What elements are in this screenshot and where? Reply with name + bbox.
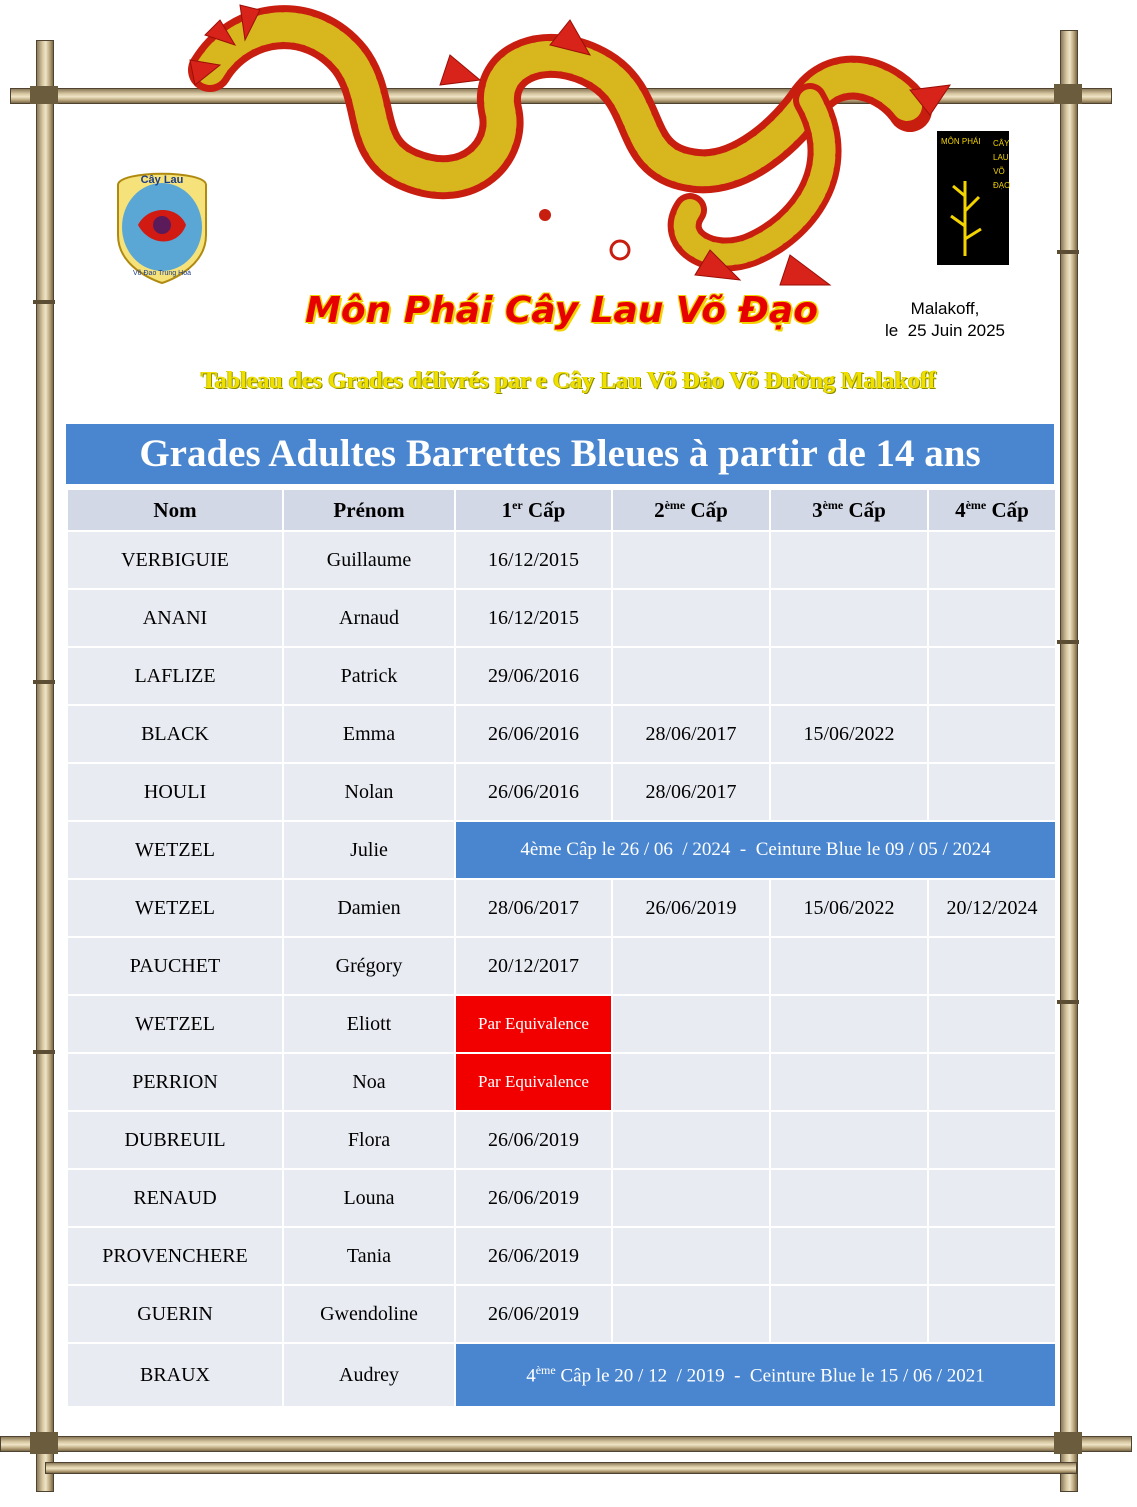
cell-cap1: 26/06/2019 [455,1169,612,1227]
cap1-word: Cấp [522,497,566,522]
note-text: Câp le 20 / 12 / 2019 - Ceinture Blue le 15 / 06 / 2021 [555,1365,985,1387]
table-row [67,531,1056,589]
cell-cap4 [928,763,1056,821]
table-row [67,821,1056,879]
cell-prenom: Gwendoline [283,1285,455,1343]
cell-cap2 [612,995,770,1053]
cell-nom: RENAUD [67,1169,283,1227]
table-row [67,705,1056,763]
cell-cap2: 26/06/2019 [612,879,770,937]
bamboo-frame-left [36,40,54,1492]
cap2-word: Cấp [685,497,728,522]
table-row [67,879,1056,937]
cap4-num: 4 [955,497,966,522]
cell-cap1: 26/06/2019 [455,1111,612,1169]
cell-cap3 [770,763,928,821]
logo-right-word: CÂY [993,139,1010,148]
cell-equivalence: Par Equivalence [455,995,612,1053]
cell-cap2 [612,1053,770,1111]
cay-lau-badge-logo [108,165,216,285]
logo-left-top-text: Cây Lau [140,174,184,186]
cell-cap1: 16/12/2015 [455,589,612,647]
cell-cap4 [928,1111,1056,1169]
cell-cap1: 29/06/2016 [455,647,612,705]
cell-prenom: Noa [283,1053,455,1111]
cell-cap3 [770,1285,928,1343]
cap3-word: Cấp [843,497,886,522]
cell-cap4 [928,1285,1056,1343]
cell-prenom: Tania [283,1227,455,1285]
cap4-sup: ème [965,497,987,512]
cell-cap2 [612,1169,770,1227]
date-value: le 25 Juin 2025 [884,321,1006,340]
cell-nom: WETZEL [67,821,283,879]
cell-cap1: 28/06/2017 [455,879,612,937]
bamboo-logo-icon [943,171,987,261]
cell-nom: DUBREUIL [67,1111,283,1169]
cell-cap3 [770,1169,928,1227]
cell-grade-note: 4ème Câp le 26 / 06 / 2024 - Ceinture Blue le 09 / 05 / 2024 [455,821,1056,879]
cap1-sup: er [512,497,523,512]
cell-cap2 [612,589,770,647]
cap2-sup: ème [664,497,686,512]
cell-equivalence: Par Equivalence [455,1053,612,1111]
cell-prenom: Louna [283,1169,455,1227]
cell-prenom: Grégory [283,937,455,995]
cell-cap3 [770,531,928,589]
cell-prenom: Flora [283,1111,455,1169]
cell-prenom: Eliott [283,995,455,1053]
date-block [860,298,1030,342]
cell-nom: PERRION [67,1053,283,1111]
cell-cap2 [612,1227,770,1285]
table-row [67,1169,1056,1227]
dragon-illustration [150,0,970,300]
cell-cap4 [928,995,1056,1053]
cell-cap3 [770,995,928,1053]
cell-cap3 [770,647,928,705]
cell-cap3 [770,1227,928,1285]
cell-cap1: 26/06/2016 [455,763,612,821]
cell-nom: WETZEL [67,995,283,1053]
cell-cap3 [770,589,928,647]
cell-cap1: 26/06/2019 [455,1285,612,1343]
bamboo-node [1057,640,1079,644]
cell-nom: HOULI [67,763,283,821]
cell-cap3 [770,1111,928,1169]
table-row [67,1053,1056,1111]
cell-cap2 [612,1285,770,1343]
logo-right-label: MÔN PHÁI [941,137,981,146]
bamboo-node [1057,1000,1079,1004]
mon-phai-logo [937,131,1009,265]
cell-cap4 [928,647,1056,705]
cell-nom: BRAUX [67,1343,283,1407]
cell-cap1: 20/12/2017 [455,937,612,995]
cell-nom: PAUCHET [67,937,283,995]
cell-nom: BLACK [67,705,283,763]
cell-cap4 [928,1227,1056,1285]
cell-cap4 [928,1053,1056,1111]
col-header-cap3 [770,489,928,531]
cell-cap3 [770,1053,928,1111]
cap4-word: Cấp [986,497,1029,522]
bamboo-node [33,680,55,684]
cell-nom: GUERIN [67,1285,283,1343]
cell-cap1: 26/06/2016 [455,705,612,763]
cell-grade-note [455,1343,1056,1407]
col-header-cap2 [612,489,770,531]
cell-cap2: 28/06/2017 [612,705,770,763]
bamboo-tie [30,1432,58,1454]
cell-cap2 [612,1111,770,1169]
table-row [67,937,1056,995]
cell-prenom: Patrick [283,647,455,705]
logo-left-bottom-text: Võ Đao Trung Hoà [133,270,191,277]
date-location: Malakoff, [910,299,980,318]
table-header-row [67,489,1056,531]
note-sup: ème [535,1362,556,1377]
cell-cap4 [928,1169,1056,1227]
grades-banner: Grades Adultes Barrettes Bleues à partir de 14 ans [66,424,1054,484]
cell-cap2 [612,531,770,589]
cell-cap3: 15/06/2022 [770,879,928,937]
cell-nom: PROVENCHERE [67,1227,283,1285]
table-row [67,763,1056,821]
page-title-text: Môn Phái Cây Lau Võ Đạo [305,290,818,331]
cap3-num: 3 [812,497,823,522]
bamboo-tie [1054,84,1082,104]
cell-prenom: Guillaume [283,531,455,589]
logo-right-word: ĐẠO [993,181,1011,190]
cell-cap1: 16/12/2015 [455,531,612,589]
bamboo-tie [1054,1432,1082,1454]
cell-nom: LAFLIZE [67,647,283,705]
bamboo-frame-bottom-inner [45,1462,1077,1474]
logo-right-word: LAU [993,153,1009,162]
cell-cap4 [928,531,1056,589]
page-subtitle: Tableau des Grades délivrés par e Cây Lau Võ Đảo Võ Đường Malakoff [201,368,936,394]
col-header-nom: Nom [67,489,283,531]
col-header-cap1 [455,489,612,531]
table-row [67,1343,1056,1407]
col-header-prenom: Prénom [283,489,455,531]
table-row [67,647,1056,705]
cap3-sup: ème [822,497,844,512]
cell-cap2 [612,647,770,705]
table-row [67,1111,1056,1169]
grades-table [66,488,1057,1408]
bamboo-tie [30,86,58,104]
cell-cap3 [770,937,928,995]
cell-cap4: 20/12/2024 [928,879,1056,937]
logo-right-word: VÕ [993,167,1005,176]
cap2-num: 2 [654,497,665,522]
cell-prenom: Emma [283,705,455,763]
logo-right-vertical-text [993,137,1011,193]
table-row [67,995,1056,1053]
bamboo-node [33,1050,55,1054]
cell-prenom: Julie [283,821,455,879]
table-row [67,1285,1056,1343]
cell-cap3: 15/06/2022 [770,705,928,763]
cell-cap4 [928,705,1056,763]
cell-prenom: Damien [283,879,455,937]
cell-prenom: Arnaud [283,589,455,647]
cell-prenom: Nolan [283,763,455,821]
cell-prenom: Audrey [283,1343,455,1407]
cell-cap2 [612,937,770,995]
cap1-num: 1 [501,497,513,522]
bamboo-node [1057,250,1079,254]
table-row [67,1227,1056,1285]
col-header-cap4 [928,489,1056,531]
cell-cap2: 28/06/2017 [612,763,770,821]
cell-nom: WETZEL [67,879,283,937]
table-row [67,589,1056,647]
cell-cap4 [928,937,1056,995]
cell-cap4 [928,589,1056,647]
cell-nom: VERBIGUIE [67,531,283,589]
cell-cap1: 26/06/2019 [455,1227,612,1285]
note-num: 4 [526,1365,536,1387]
cell-nom: ANANI [67,589,283,647]
bamboo-frame-bottom [0,1436,1132,1452]
